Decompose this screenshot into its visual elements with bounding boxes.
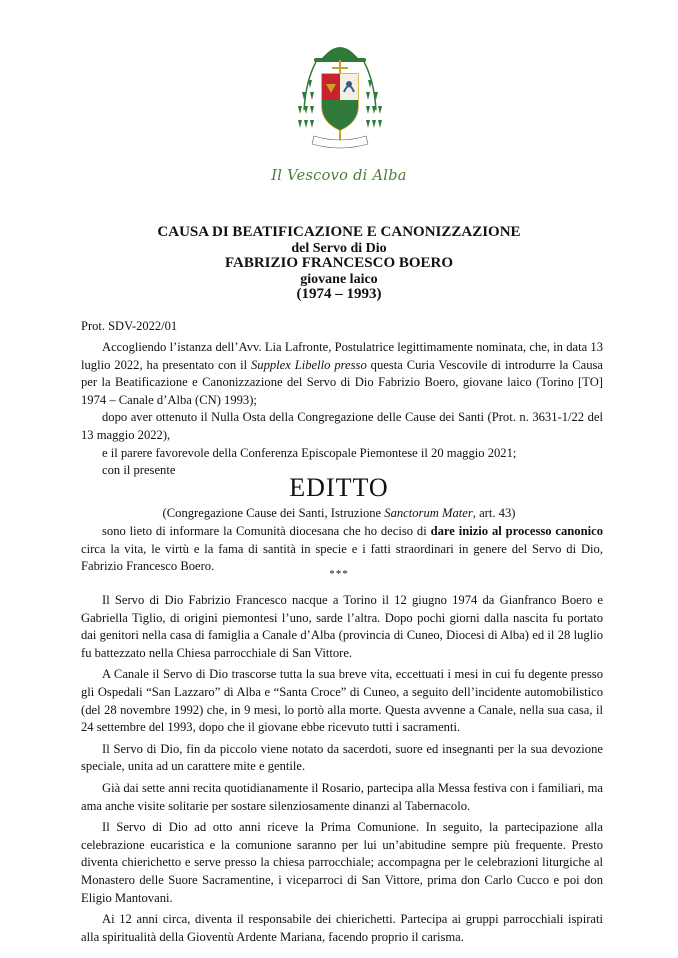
biography-paragraph: A Canale il Servo di Dio trascorse tutta la sua breve vita, eccettuati i mesi in cui fu degente presso gli Ospedali “San Lazzaro” di Alba e “Santa Croce” di Cuneo, a seguito dell’incidente automobilistico (del 28 novembre 1992) che, in 9 mesi, lo portò alla morte. Questa avvenne a Canale, nella sua casa, il 24 settembre del 1993, dopo che il giovane ebbe ricevuto tutti i sacramenti. [81,667,603,735]
biography-paragraph: Il Servo di Dio Fabrizio Francesco nacque a Torino il 12 giugno 1974 da Gianfranco Boero e Gabriella Tiglio, di origini piemontesi l’uno, sarde l’altra. Dopo pochi giorni dalla nascita fu portato dai genitori nella casa di famiglia a Canale d’Alba (provincia di Cuneo, Diocesi di Alba) ed il 28 luglio fu battezzato nella Chiesa parrocchiale di San Vittore. [81,593,603,660]
life-dates: (1974 – 1993) [296,286,382,302]
biography-paragraph: Il Servo di Dio, fin da piccolo viene notato da sacerdoti, suore ed insegnanti per la sua devozione speciale, unita ad un carattere mite e gentile. [81,741,603,774]
section-separator: *** [329,568,349,580]
biography-section [81,592,603,950]
edict-reference: (Congregazione Cause dei Santi, Istruzione Sanctorum Mater, art. 43) [162,506,516,520]
biography-paragraph: Già dai sette anni recita quotidianamente il Rosario, partecipa alla Messa festiva con i familiari, ma ama anche visite solitarie per sostare silenziosamente dinanzi al Tabernacolo. [81,780,603,813]
episcopal-coat-of-arms [296,40,384,158]
title-line: giovane laico [300,271,378,287]
intro-section [81,339,603,480]
biography-paragraph: Ai 12 anni circa, diventa il responsabile dei chierichetti. Partecipa ai gruppi parrocchiali ispirati alla spiritualità della Gioventù Ardente Mariana, facendo proprio il carisma. [81,912,603,944]
title-line: del Servo di Dio [291,240,387,256]
intro-paragraph: Accogliendo l’istanza dell’Avv. Lia Lafronte, Postulatrice legittimamente nominata, che, in data 13 luglio 2022, ha presentato con il Supplex Libello presso questa Curia Vescovile di introdurre la Causa per la Beatificazione e Canonizzazione del Servo di Dio Fabrizio Boero, giovane laico (Torino [TO] 1974 – Canale d’Alba (CN) 1993); [81,340,603,407]
intro-paragraph: e il parere favorevole della Conferenza Episcopale Piemontese il 20 maggio 2021; [102,445,517,460]
edict-heading: EDITTO [289,473,389,502]
announcement-paragraph: sono lieto di informare la Comunità diocesana che ho deciso di dare inizio al processo canonico circa la vita, le virtù e la fama di santità in specie e i fatti straordinari in genere del Servo di Dio, Fabrizio Francesco Boero. [81,524,603,574]
bishop-signature: Il Vescovo di Alba [271,168,407,184]
document-title [0,225,678,303]
biography-paragraph: Il Servo di Dio ad otto anni riceve la Prima Comunione. In seguito, la partecipazione alla celebrazione eucaristica e la comunione saranno per lui un’abitudine sempre più frequente. Presto diventa chierichetto e serve presso la chiesa parrocchiale; accompagna per le celebrazioni liturgiche al Monastero delle Suore Sacramentine, i viceparroci di San Vittore, prima don Carlo Cucco e poi don Eligio Mantovani. [81,820,603,905]
intro-paragraph: con il presente [102,463,176,478]
servant-name: FABRIZIO FRANCESCO BOERO [224,255,454,271]
intro-paragraph: dopo aver ottenuto il Nulla Osta della Congregazione delle Cause dei Santi (Prot. n. 3631-1/22 del 13 maggio 2022), [81,410,603,442]
protocol-number: Prot. SDV-2022/01 [81,319,178,333]
title-line: CAUSA DI BEATIFICAZIONE E CANONIZZAZIONE [157,224,521,240]
